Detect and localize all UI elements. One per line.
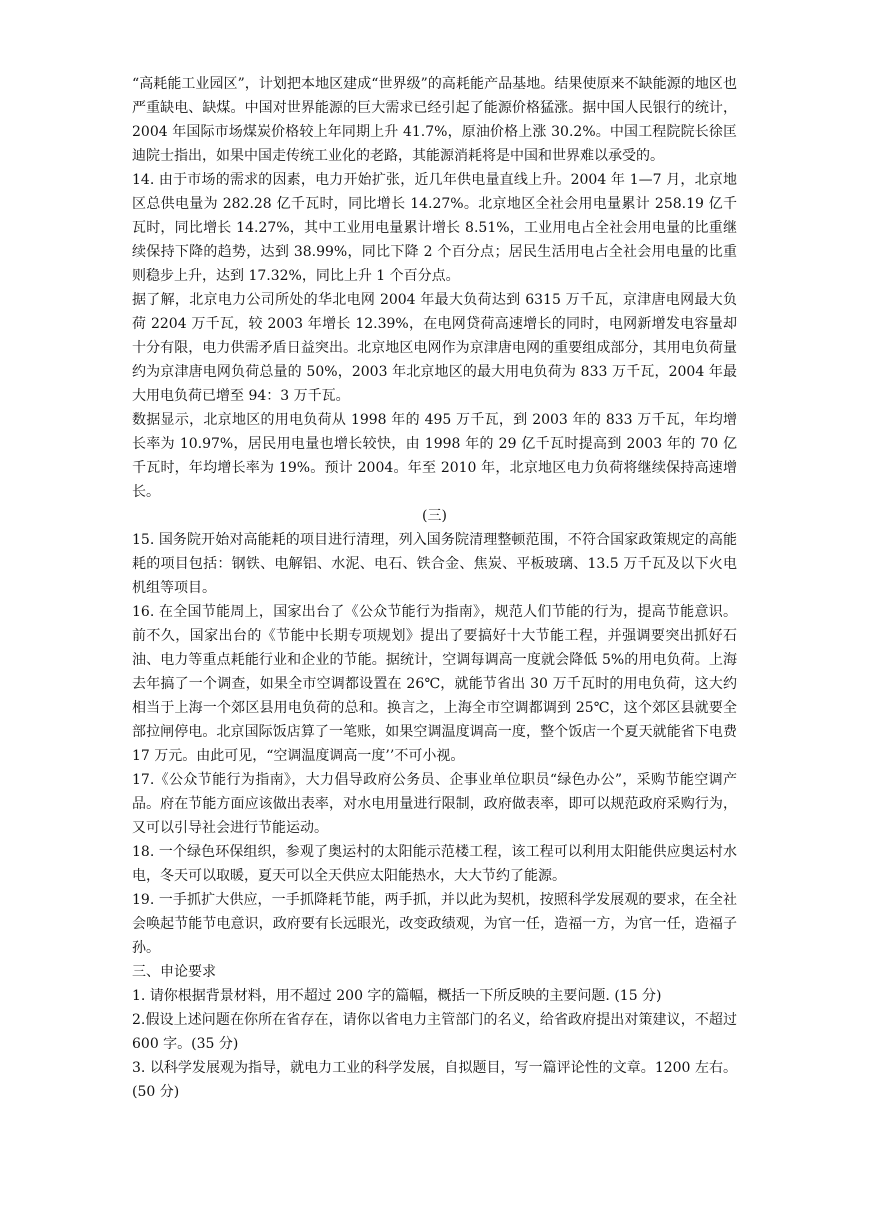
- paragraph-item-16: 16. 在全国节能周上，国家出台了《公众节能行为指南》，规范人们节能的行为，提高节能意识。前不久，国家出台的《节能中长期专项规划》提出了要搞好十大节能工程，并强调要突出抓好石油、电力等重点耗能行业和企业的节能。据统计，空调每调高一度就会降低 5%的用电负荷。上海去年搞了一个调查，如果全市空调都设置在 26℃，就能节省出 30 万千瓦时的用电负荷，这大约相当于上海一个郊区县用电负荷的总和。换言之，上海全市空调都调到 25℃，这个郊区县就要全部拉闸停电。北京国际饭店算了一笔账，如果空调温度调高一度，整个饭店一个夏天就能省下电费 17 万元。由此可见，“空调温度调高一度’’不可小视。: [132, 604, 737, 764]
- requirements-heading: 三、申论要求: [132, 964, 216, 980]
- paragraph-energy-demand: “高耗能工业园区”，计划把本地区建成“世界级”的高耗能产品基地。结果使原来不缺能源的地区也严重缺电、缺煤。中国对世界能源的巨大需求已经引起了能源价格猛涨。据中国人民银行的统计，2004 年国际市场煤炭价格较上年同期上升 41.7%，原油价格上涨 30.2%。中国工程院院长徐匡迪院士指出，如果中国走传统工业化的老路，其能源消耗将是中国和世界难以承受的。: [132, 76, 737, 164]
- paragraph-item-18: 18. 一个绿色环保组织，参观了奥运村的太阳能示范楼工程，该工程可以利用太阳能供应奥运村水电，冬天可以取暖，夏天可以全天供应太阳能热水，大大节约了能源。: [132, 844, 737, 884]
- paragraph-item-14: 14. 由于市场的需求的因素，电力开始扩张，近几年供电量直线上升。2004 年 1—7 月，北京地区总供电量为 282.28 亿千瓦时，同比增长 14.27%。北京地区全社会用电量累计 258.19 亿千瓦时，同比增长 14.27%，其中工业用电量累计增长 8.51%，工业用电占全社会用电量的比重继续保持下降的趋势，达到 38.99%，同比下降 2 个百分点；居民生活用电占全社会用电量的比重则稳步上升，达到 17.32%，同比上升 1 个百分点。: [132, 172, 737, 284]
- requirement-2: 2.假设上述问题在你所在省存在，请你以省电力主管部门的名义，给省政府提出对策建议，不超过 600 字。(35 分): [132, 1012, 737, 1052]
- paragraph-item-15: 15. 国务院开始对高能耗的项目进行清理，列入国务院清理整顿范围，不符合国家政策规定的高能耗的项目包括：钢铁、电解铝、水泥、电石、铁合金、焦炭、平板玻璃、13.5 万千瓦及以下火电机组等项目。: [132, 532, 737, 596]
- section-heading-3: (三): [422, 508, 447, 524]
- paragraph-item-19: 19. 一手抓扩大供应，一手抓降耗节能，两手抓，并以此为契机，按照科学发展观的要求，在全社会唤起节能节电意识，政府要有长远眼光，改变政绩观，为官一任，造福一方，为官一任，造福子孙。: [132, 892, 737, 956]
- paragraph-item-17: 17.《公众节能行为指南》，大力倡导政府公务员、企事业单位职员“绿色办公”，采购节能空调产品。府在节能方面应该做出表率，对水电用量进行限制，政府做表率，即可以规范政府采购行为，又可以引导社会进行节能运动。: [132, 772, 737, 836]
- document-body: [132, 72, 737, 1104]
- paragraph-load-data: 数据显示，北京地区的用电负荷从 1998 年的 495 万千瓦，到 2003 年的 833 万千瓦，年均增长率为 10.97%，居民用电量也增长较快，由 1998 年的 29 亿千瓦时提高到 2003 年的 70 亿千瓦时，年均增长率为 19%。预计 2004。年至 2010 年，北京地区电力负荷将继续保持高速增长。: [132, 412, 737, 500]
- paragraph-grid-load: 据了解，北京电力公司所处的华北电网 2004 年最大负荷达到 6315 万千瓦，京津唐电网最大负荷 2204 万千瓦，较 2003 年增长 12.39%，在电网贷荷高速增长的同时，电网新增发电容量却十分有限，电力供需矛盾日益突出。北京地区电网作为京津唐电网的重要组成部分，其用电负荷量约为京津唐电网负荷总量的 50%，2003 年北京地区的最大用电负荷为 833 万千瓦，2004 年最大用电负荷已增至 94：3 万千瓦。: [132, 292, 737, 404]
- requirement-1: 1. 请你根据背景材料，用不超过 200 字的篇幅，概括一下所反映的主要问题. (15 分): [132, 988, 662, 1004]
- requirement-3: 3. 以科学发展观为指导，就电力工业的科学发展，自拟题目，写一篇评论性的文章。1200 左右。(50 分): [132, 1060, 737, 1100]
